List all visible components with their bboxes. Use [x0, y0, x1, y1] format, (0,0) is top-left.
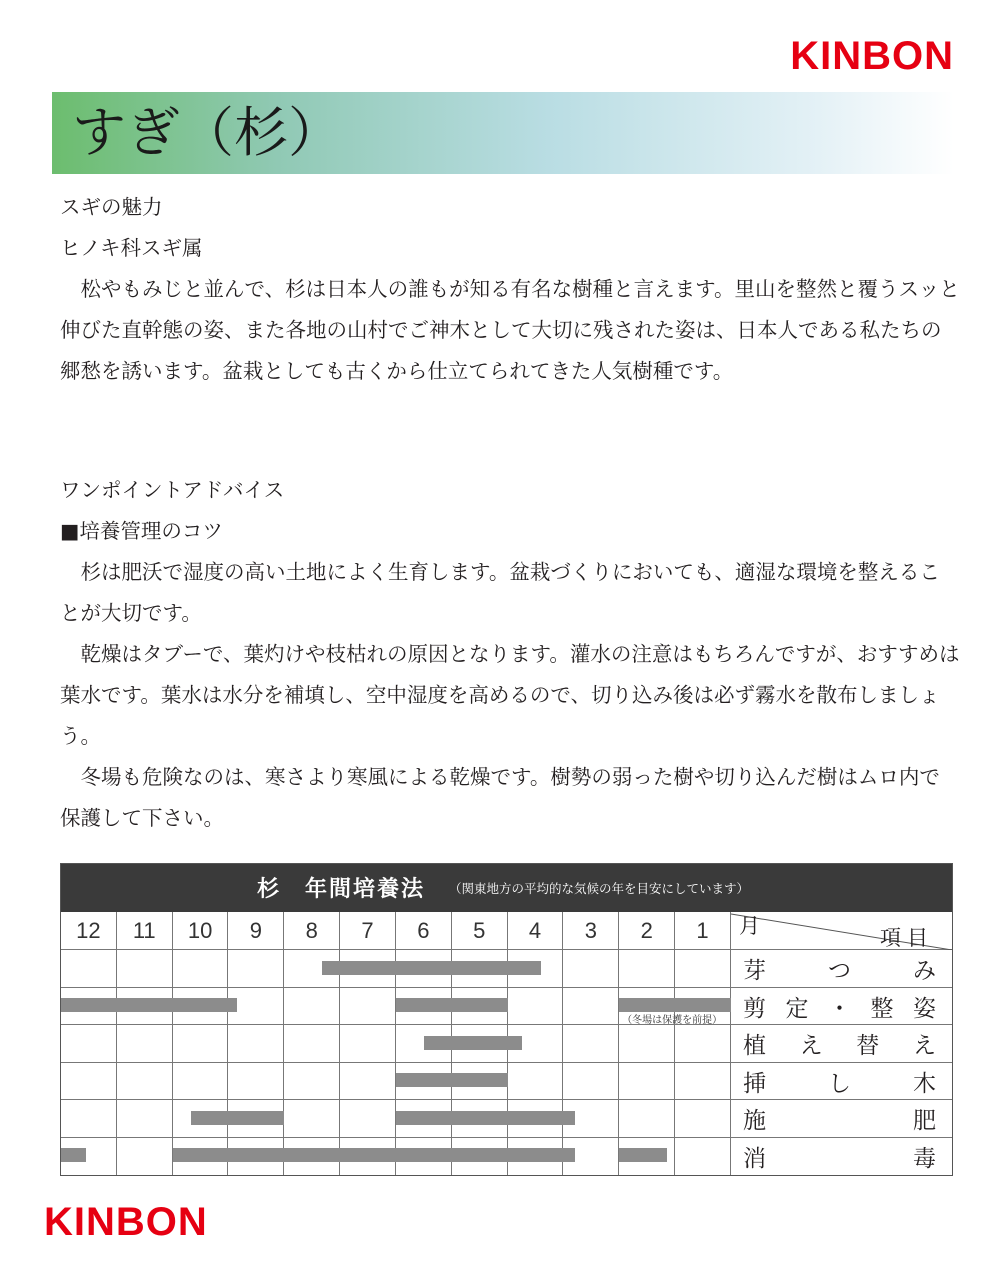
task-label [743, 988, 936, 1026]
task-label-char: 整 [870, 995, 894, 1022]
calendar-cell [117, 1138, 173, 1176]
task-label-char: み [912, 958, 936, 985]
month-header-cell: 9 [228, 912, 284, 950]
task-label-cell [731, 950, 952, 988]
calendar-cell [340, 1063, 396, 1101]
calendar-cell [675, 950, 731, 988]
calendar-cell [173, 950, 229, 988]
task-label-cell [731, 1100, 952, 1138]
task-label-cell [731, 1063, 952, 1101]
calendar-cell [675, 1100, 731, 1138]
winter-protection-note: （冬場は保護を前提） [622, 1015, 723, 1026]
task-label-char: 挿 [742, 1070, 766, 1097]
calendar-cell [228, 1063, 284, 1101]
calendar-title: 杉 年間培養法 [257, 876, 426, 902]
task-label [743, 950, 936, 988]
task-label-char: 木 [912, 1070, 936, 1097]
calendar-cell [675, 1063, 731, 1101]
calendar-cell [173, 1025, 229, 1063]
month-header-cell: 11 [117, 912, 173, 950]
schedule-bar [396, 1111, 575, 1125]
task-label-char: ・ [827, 995, 851, 1022]
calendar-cell [340, 1025, 396, 1063]
calendar-cell [61, 1025, 117, 1063]
month-header-cell: 2 [619, 912, 675, 950]
task-label-cell [731, 1138, 952, 1176]
section-charm [60, 187, 960, 392]
calendar-cell [619, 1100, 675, 1138]
kinbon-logo-bottom: KINBON [44, 1200, 208, 1244]
calendar-cell [61, 1100, 117, 1138]
calendar-subtitle: （関東地方の平均的な気候の年を目安にしています） [449, 881, 750, 896]
schedule-bar [173, 1148, 575, 1162]
calendar-cell [340, 988, 396, 1026]
header-month-label: 月 [738, 914, 760, 938]
schedule-bar [191, 1111, 285, 1125]
schedule-bar [396, 1073, 508, 1087]
calendar-cell [563, 1025, 619, 1063]
section-heading-charm: スギの魅力 [60, 195, 163, 219]
calendar-cell [508, 988, 564, 1026]
calendar-cell [173, 1063, 229, 1101]
calendar-header [61, 864, 952, 912]
task-label-char: え [912, 1033, 936, 1060]
section-heading-advice: ワンポイントアドバイス [60, 478, 285, 502]
month-header-cell: 5 [452, 912, 508, 950]
calendar-cell [117, 950, 173, 988]
task-label-char: 毒 [912, 1145, 936, 1172]
section-advice [60, 470, 960, 839]
title-band [52, 92, 954, 174]
task-label [743, 1138, 936, 1176]
task-label-char: 施 [742, 1108, 766, 1135]
calendar-cell [117, 1063, 173, 1101]
calendar-cell [61, 950, 117, 988]
task-label-char: 肥 [912, 1108, 936, 1135]
task-label [743, 1025, 936, 1063]
task-label-char: つ [827, 958, 851, 985]
calendar-cell [563, 1063, 619, 1101]
calendar-cell [284, 988, 340, 1026]
month-header-cell: 7 [340, 912, 396, 950]
task-label-char: 替 [856, 1033, 880, 1060]
calendar-cell [284, 1063, 340, 1101]
calendar-cell [117, 1025, 173, 1063]
task-label [743, 1100, 936, 1138]
calendar-cell [508, 1063, 564, 1101]
schedule-bar [322, 961, 541, 975]
task-label-cell [731, 988, 952, 1026]
schedule-bar [424, 1036, 522, 1050]
calendar-cell [619, 1025, 675, 1063]
task-label-char: 剪 [742, 995, 766, 1022]
schedule-bar [396, 998, 508, 1012]
calendar-cell [228, 950, 284, 988]
advice-subheading: ■培養管理のコツ [60, 519, 223, 543]
item-header-cell [731, 912, 952, 950]
task-label-char: 姿 [912, 995, 936, 1022]
task-label-char: 植 [742, 1033, 766, 1060]
calendar-cell [340, 1100, 396, 1138]
calendar-cell [619, 950, 675, 988]
month-header-cell: 8 [284, 912, 340, 950]
task-label-char: え [799, 1033, 823, 1060]
task-label-char: 芽 [742, 958, 766, 985]
advice-paragraph-3: 冬場も危険なのは、寒さより寒風による乾燥です。樹勢の弱った樹や切り込んだ樹はムロ内で保護して下さい。 [60, 765, 940, 830]
task-label-char: 消 [742, 1145, 766, 1172]
calendar-cell [619, 1063, 675, 1101]
month-header-cell: 3 [563, 912, 619, 950]
calendar-cell [61, 1063, 117, 1101]
calendar-cell [563, 988, 619, 1026]
month-header-cell: 1 [675, 912, 731, 950]
calendar-cell [228, 1025, 284, 1063]
task-label-char: し [827, 1070, 851, 1097]
task-label-cell [731, 1025, 952, 1063]
annual-care-calendar [60, 863, 953, 1176]
schedule-bar [619, 1148, 666, 1162]
kinbon-logo-top: KINBON [790, 34, 954, 78]
calendar-cell [284, 1100, 340, 1138]
schedule-bar [61, 998, 237, 1012]
calendar-cell [117, 1100, 173, 1138]
page-title: すぎ（杉） [72, 101, 342, 164]
task-label-char: 定 [785, 995, 809, 1022]
schedule-bar [61, 1148, 86, 1162]
charm-paragraph: 松やもみじと並んで、杉は日本人の誰もが知る有名な樹種と言えます。里山を整然と覆うスッと伸びた直幹態の姿、また各地の山村でご神木として大切に残された姿は、日本人である私たちの郷愁を誘います。盆栽としても古くから仕立てられてきた人気樹種です。 [60, 277, 960, 383]
advice-paragraph-2: 乾燥はタブーで、葉灼けや枝枯れの原因となります。灌水の注意はもちろんですが、おすすめは葉水です。葉水は水分を補填し、空中湿度を高めるので、切り込み後は必ず霧水を散布しましょう。 [60, 642, 960, 748]
calendar-cell [284, 1025, 340, 1063]
advice-paragraph-1: 杉は肥沃で湿度の高い土地によく生育します。盆栽づくりにおいても、適湿な環境を整えることが大切です。 [60, 560, 940, 625]
month-header-cell: 4 [508, 912, 564, 950]
calendar-cell [675, 1138, 731, 1176]
month-header-cell: 10 [173, 912, 229, 950]
task-label [743, 1063, 936, 1101]
calendar-cell [563, 950, 619, 988]
month-header-cell: 12 [61, 912, 117, 950]
header-item-label: 項目 [879, 926, 934, 950]
calendar-cell [675, 1025, 731, 1063]
family-text: ヒノキ科スギ属 [60, 236, 203, 260]
month-header-cell: 6 [396, 912, 452, 950]
